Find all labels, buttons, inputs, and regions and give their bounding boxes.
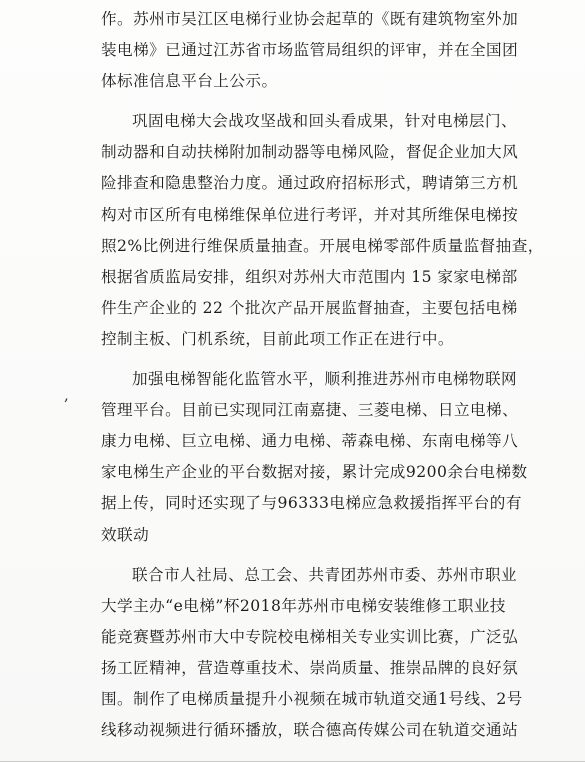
margin-mark: , (64, 386, 69, 404)
document-body (101, 4, 553, 746)
text-line: 根据省质监局安排，组织对苏州大市范围内 15 家家电梯部 (101, 267, 518, 286)
text-line: 效联动 (101, 525, 150, 544)
paragraph-2 (101, 106, 553, 355)
text-line: 险排查和隐患整治力度。通过政府招标形式，聘请第三方机 (101, 174, 519, 193)
text-line: 装电梯》已通过江苏省市场监管局组织的评审，并在全国团 (101, 41, 519, 60)
text-line: 作。苏州市吴江区电梯行业协会起草的《既有建筑物室外加 (101, 10, 519, 28)
text-line: 围。制作了电梯质量提升小视频在城市轨道交通1号线、2号 (101, 689, 523, 708)
text-line: 据上传，同时还实现了与96333电梯应急救援指挥平台的有 (101, 494, 522, 513)
paragraph-1 (101, 4, 553, 97)
text-line: 联合市人社局、总工会、共青团苏州市委、苏州市职业 (132, 565, 518, 584)
text-line: 照2%比例进行维保质量抽查。开展电梯零部件质量监督抽查， (101, 236, 544, 255)
text-line: 大学主办“e电梯”杯2018年苏州市电梯安装维修工职业技 (101, 596, 506, 615)
text-line: 管理平台。目前已实现同江南嘉捷、三菱电梯、日立电梯、 (101, 401, 519, 420)
text-line: 控制主板、门机系统，目前此项工作正在进行中。 (101, 329, 454, 348)
text-line: 康力电梯、巨立电梯、通力电梯、蒂森电梯、东南电梯等八 (101, 432, 519, 451)
text-line: 件生产企业的 22 个批次产品开展监督抽查，主要包括电梯 (101, 298, 518, 317)
text-line: 扬工匠精神，营造尊重技术、崇尚质量、推崇品牌的良好氛 (101, 658, 519, 677)
text-line: 制动器和自动扶梯附加制动器等电梯风险，督促企业加大风 (101, 143, 519, 162)
text-line: 线移动视频进行循环播放，联合德高传媒公司在轨道交通站 (101, 721, 519, 740)
paragraph-3 (101, 364, 553, 551)
text-line: 家电梯生产企业的平台数据对接，累计完成9200余台电梯数 (101, 463, 528, 482)
text-line: 构对市区所有电梯维保单位进行考评，并对其所维保电梯按 (101, 205, 519, 224)
text-line: 巩固电梯大会战攻坚战和回头看成果，针对电梯层门、 (132, 112, 518, 131)
text-line: 加强电梯智能化监管水平，顺利推进苏州市电梯物联网 (132, 370, 518, 389)
text-line: 能竞赛暨苏州市大中专院校电梯相关专业实训比赛，广泛弘 (101, 627, 519, 646)
text-line: 体标准信息平台上公示。 (101, 72, 278, 91)
paragraph-4 (101, 560, 553, 747)
